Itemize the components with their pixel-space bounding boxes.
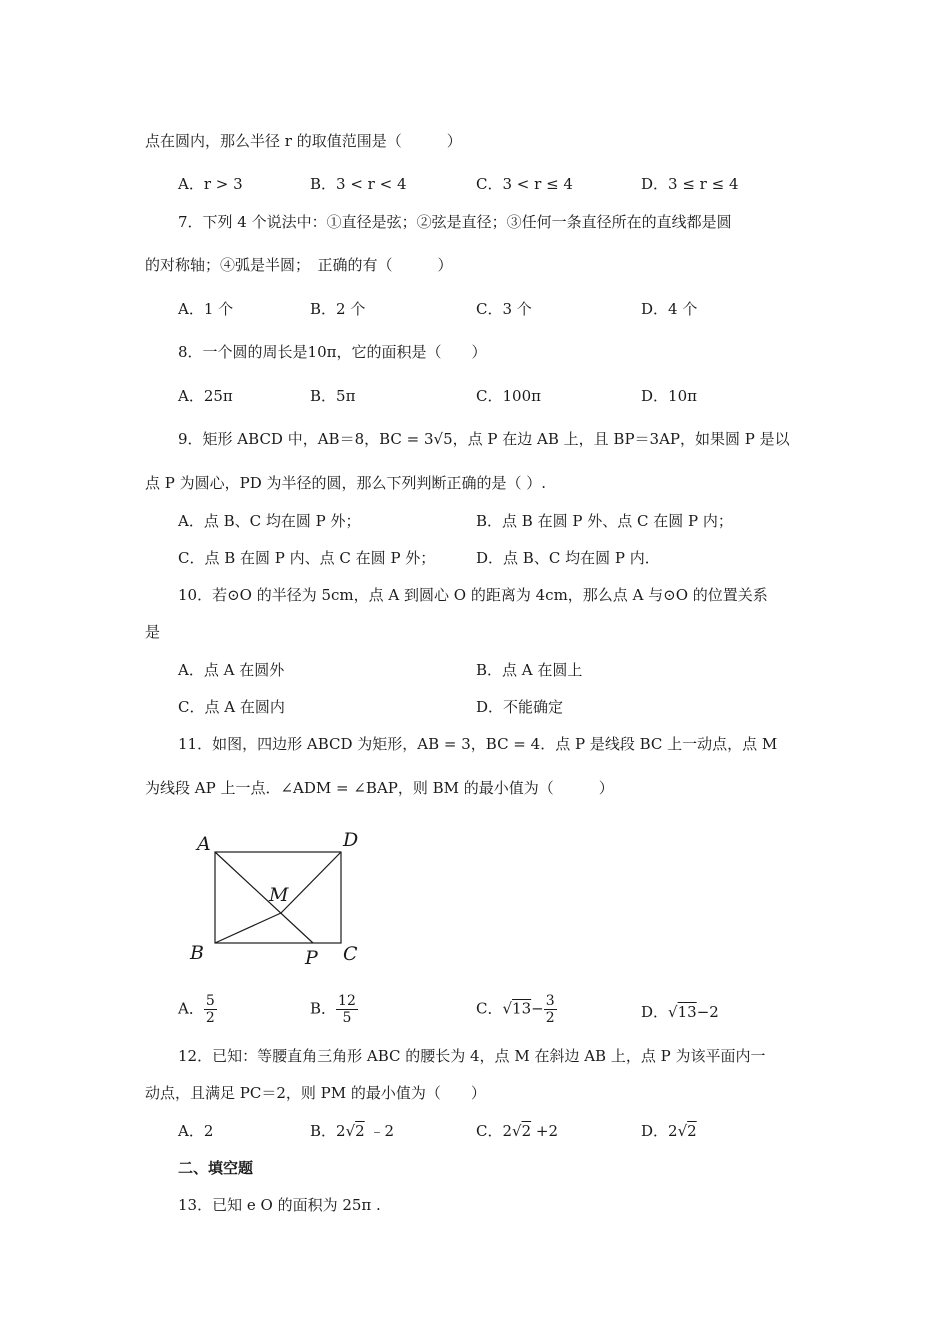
- q7-option-b: B．2 个: [310, 300, 366, 318]
- q11-option-d-label: D．: [641, 1003, 669, 1021]
- fraction-a: $\frac{5}{2}$: [205, 993, 215, 1026]
- q9-option-b: B．点 B 在圆 P 外、点 C 在圆 P 内；: [476, 512, 733, 530]
- q8-option-c: C．100π: [476, 387, 541, 405]
- fraction-c: $\frac{3}{2}$: [545, 993, 555, 1026]
- q8-line: 8．一个圆的周长是10π，它的面积是（ ）: [178, 343, 487, 361]
- q12-option-b: B．2√2 ﹣2: [310, 1122, 394, 1140]
- q7-line-1: 7．下列 4 个说法中：①直径是弦；②弦是直径；③任何一条直径所在的直线都是圆: [178, 213, 732, 231]
- q8-option-b: B．5π: [310, 387, 356, 405]
- q6-option-b: B．3 < r < 4: [310, 175, 407, 193]
- q9-option-d: D．点 B、C 均在圆 P 内．: [476, 549, 660, 567]
- q9-line-2: 点 P 为圆心，PD 为半径的圆，那么下列判断正确的是（ ）.: [145, 474, 547, 492]
- tail-d: −2: [696, 1003, 719, 1021]
- q6-option-d: D．3 ≤ r ≤ 4: [641, 175, 739, 193]
- q12-option-c: C．2√2 +2: [476, 1122, 559, 1140]
- section-2-title: 二、填空题: [178, 1159, 254, 1177]
- q10-option-a: A．点 A 在圆外: [178, 661, 285, 679]
- q11-rectangle-figure: [185, 825, 385, 975]
- label-b: B: [190, 942, 204, 964]
- label-a: A: [197, 833, 211, 855]
- q8-option-a: A．25π: [178, 387, 233, 405]
- q6-option-a: A．r > 3: [178, 175, 243, 193]
- q9-line-1: 9．矩形 ABCD 中，AB＝8，BC = 3√5，点 P 在边 AB 上，且 BP＝3AP，如果圆 P 是以: [178, 430, 790, 448]
- label-m: M: [269, 884, 289, 906]
- q10-line-1: 10．若⊙O 的半径为 5cm，点 A 到圆心 O 的距离为 4cm，那么点 A 与⊙O 的位置关系: [178, 586, 768, 604]
- q12-line-2: 动点，且满足 PC＝2，则 PM 的最小值为（ ）: [145, 1084, 486, 1102]
- q12-option-a: A．2: [178, 1122, 214, 1140]
- radicand-12d: 2: [687, 1122, 697, 1140]
- segment-ap: [215, 852, 313, 943]
- q7-option-a: A．1 个: [178, 300, 234, 318]
- radicand-12c: 2: [521, 1122, 532, 1140]
- q10-line-2: 是: [145, 623, 161, 641]
- q11-line-2: 为线段 AP 上一点．∠ADM = ∠BAP，则 BM 的最小值为（ ）: [145, 779, 614, 797]
- q12-line-1: 12．已知：等腰直角三角形 ABC 的腰长为 4，点 M 在斜边 AB 上，点 P 为该平面内一: [178, 1047, 766, 1065]
- segment-dm: [281, 852, 341, 913]
- q7-option-d: D．4 个: [641, 300, 698, 318]
- radicand-c: 13: [512, 999, 532, 1018]
- q12-option-d: D．2√2: [641, 1122, 697, 1140]
- q9-option-c: C．点 B 在圆 P 内、点 C 在圆 P 外；: [178, 549, 436, 567]
- q11-option-a-label: A．: [178, 999, 204, 1018]
- q10-option-d: D．不能确定: [476, 698, 564, 716]
- q11-option-a: [178, 993, 217, 1026]
- q11-option-b-label: B．: [310, 999, 337, 1018]
- q11-option-d: D．√13−2: [641, 1003, 719, 1021]
- segment-bm: [215, 913, 281, 943]
- q8-option-d: D．10π: [641, 387, 697, 405]
- q10-option-b: B．点 A 在圆上: [476, 661, 583, 679]
- radicand-12b: 2: [355, 1122, 365, 1140]
- label-c: C: [343, 943, 358, 965]
- q11-option-b: [310, 993, 358, 1026]
- label-d: D: [343, 829, 359, 851]
- fraction-b: $\frac{12}{5}$: [338, 993, 356, 1026]
- q6-option-c: C．3 < r ≤ 4: [476, 175, 573, 193]
- radicand-d: 13: [677, 1003, 697, 1021]
- q11-option-c-label: C．: [476, 999, 503, 1018]
- q10-option-c: C．点 A 在圆内: [178, 698, 285, 716]
- q9-option-a: A．点 B、C 均在圆 P 外；: [178, 512, 361, 530]
- q7-option-c: C．3 个: [476, 300, 532, 318]
- minus-c: −: [531, 999, 544, 1018]
- q11-line-1: 11．如图，四边形 ABCD 为矩形，AB = 3，BC = 4．点 P 是线段 BC 上一动点，点 M: [178, 735, 778, 753]
- q13-line: 13．已知 e O 的面积为 25π .: [178, 1196, 381, 1214]
- label-p: P: [305, 947, 318, 969]
- q6-tail: 点在圆内，那么半径 r 的取值范围是（ ）: [145, 132, 462, 150]
- q11-option-c: C．√13− $\frac{3}{2}$: [476, 993, 555, 1026]
- q7-line-2: 的对称轴；④弧是半圆； 正确的有（ ）: [145, 256, 453, 274]
